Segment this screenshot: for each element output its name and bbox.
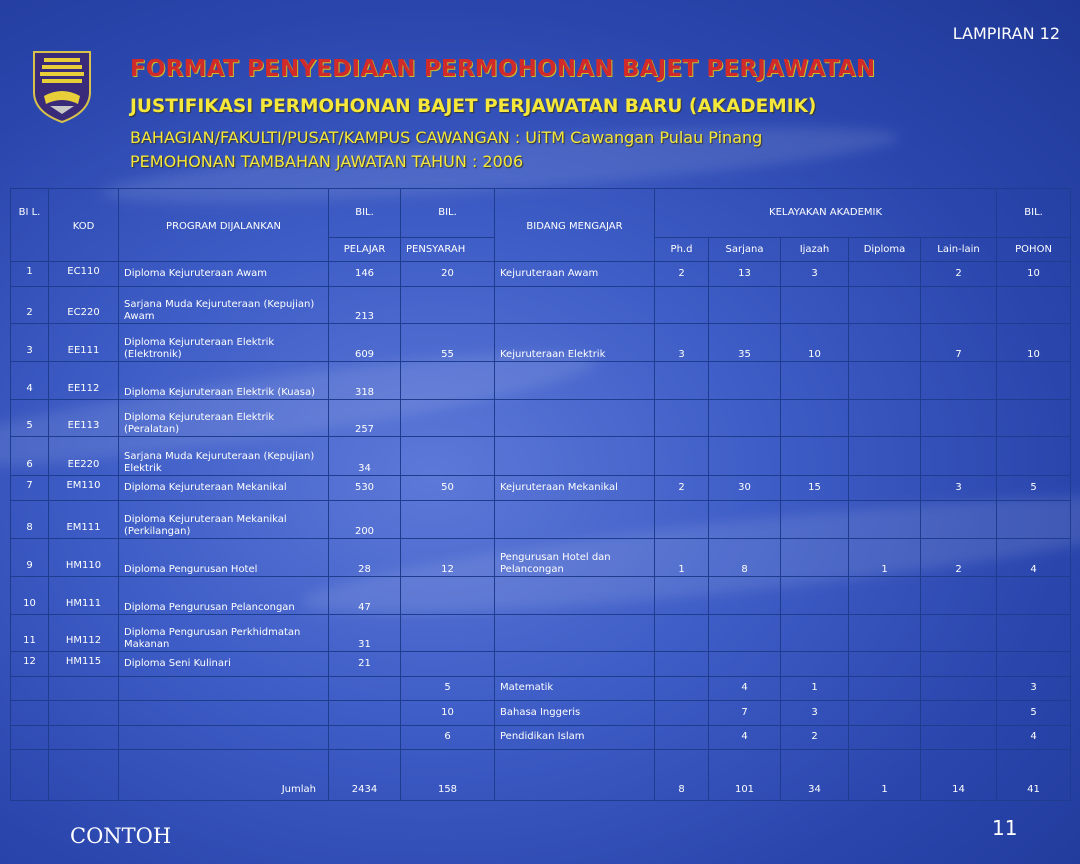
row-pelajar: 318 <box>329 362 401 400</box>
row-pensyarah <box>401 437 495 476</box>
row-diploma <box>849 362 921 400</box>
row-diploma <box>849 500 921 539</box>
row-sarjana: 7 <box>709 701 781 725</box>
header-pensyarah: PENSYARAH <box>401 237 495 261</box>
table-row <box>11 614 1071 652</box>
row-ijazah: 3 <box>781 701 849 725</box>
row-pelajar: 31 <box>329 614 401 652</box>
row-bidang: Pengurusan Hotel dan Pelancongan <box>495 539 655 577</box>
row-phd: 2 <box>655 262 709 286</box>
row-sarjana: 4 <box>709 676 781 700</box>
row-program <box>119 676 329 700</box>
row-program: Sarjana Muda Kejuruteraan (Kepujian) Elektrik <box>119 437 329 476</box>
row-diploma <box>849 576 921 614</box>
row-phd: 1 <box>655 539 709 577</box>
row-diploma <box>849 399 921 437</box>
row-bidang <box>495 576 655 614</box>
total-empty <box>49 750 119 801</box>
row-phd: 2 <box>655 476 709 500</box>
row-bidang: Matematik <box>495 676 655 700</box>
row-pelajar <box>329 725 401 749</box>
row-pensyarah: 6 <box>401 725 495 749</box>
row-pelajar: 34 <box>329 437 401 476</box>
row-phd <box>655 676 709 700</box>
row-pohon <box>997 362 1071 400</box>
row-program: Diploma Pengurusan Pelancongan <box>119 576 329 614</box>
row-sarjana: 35 <box>709 324 781 362</box>
row-diploma <box>849 652 921 676</box>
row-ijazah <box>781 286 849 324</box>
lampiran-label: LAMPIRAN 12 <box>952 24 1060 43</box>
total-empty <box>11 750 49 801</box>
row-number: 1 <box>11 262 49 286</box>
row-bidang: Kejuruteraan Awam <box>495 262 655 286</box>
row-diploma <box>849 262 921 286</box>
row-pensyarah <box>401 614 495 652</box>
total-row <box>11 750 1071 801</box>
row-ijazah <box>781 399 849 437</box>
header-bil-pelajar: BIL. <box>329 189 401 238</box>
row-pohon: 4 <box>997 725 1071 749</box>
row-program <box>119 701 329 725</box>
faculty-line: BAHAGIAN/FAKULTI/PUSAT/KAMPUS CAWANGAN : UiTM Cawangan Pulau Pinang <box>130 128 763 147</box>
row-kod: EE112 <box>49 362 119 400</box>
row-pohon: 10 <box>997 262 1071 286</box>
header-bidang: BIDANG MENGAJAR <box>495 189 655 262</box>
row-lain <box>921 399 997 437</box>
header-program: PROGRAM DIJALANKAN <box>119 189 329 262</box>
row-bidang: Pendidikan Islam <box>495 725 655 749</box>
row-ijazah: 15 <box>781 476 849 500</box>
row-kod: EC220 <box>49 286 119 324</box>
row-number: 3 <box>11 324 49 362</box>
row-number: 5 <box>11 399 49 437</box>
row-bidang <box>495 437 655 476</box>
row-number: 8 <box>11 500 49 539</box>
row-kod: HM112 <box>49 614 119 652</box>
header-bil-pohon: BIL. <box>997 189 1071 238</box>
total-empty <box>495 750 655 801</box>
table-row <box>11 399 1071 437</box>
row-pelajar: 47 <box>329 576 401 614</box>
row-pohon <box>997 614 1071 652</box>
row-ijazah <box>781 437 849 476</box>
table-row <box>11 539 1071 577</box>
row-sarjana: 30 <box>709 476 781 500</box>
row-program: Diploma Kejuruteraan Awam <box>119 262 329 286</box>
row-bidang: Bahasa Inggeris <box>495 701 655 725</box>
row-program: Diploma Kejuruteraan Mekanikal (Perkilangan) <box>119 500 329 539</box>
row-kod: EE113 <box>49 399 119 437</box>
row-sarjana <box>709 500 781 539</box>
row-phd <box>655 399 709 437</box>
contoh-label: CONTOH <box>70 824 172 848</box>
row-pohon: 5 <box>997 476 1071 500</box>
row-sarjana: 8 <box>709 539 781 577</box>
row-kod: EM111 <box>49 500 119 539</box>
row-pensyarah: 5 <box>401 676 495 700</box>
row-number: 7 <box>11 476 49 500</box>
row-lain <box>921 500 997 539</box>
row-number: 12 <box>11 652 49 676</box>
row-lain <box>921 701 997 725</box>
row-pelajar: 200 <box>329 500 401 539</box>
row-pelajar: 146 <box>329 262 401 286</box>
row-pensyarah <box>401 286 495 324</box>
row-lain <box>921 437 997 476</box>
row-program: Diploma Kejuruteraan Elektrik (Elektronik) <box>119 324 329 362</box>
header-sarjana: Sarjana <box>709 237 781 261</box>
row-phd <box>655 701 709 725</box>
row-bidang <box>495 399 655 437</box>
row-pohon <box>997 500 1071 539</box>
row-number: 2 <box>11 286 49 324</box>
row-diploma: 1 <box>849 539 921 577</box>
row-pohon <box>997 437 1071 476</box>
year-line: PEMOHONAN TAMBAHAN JAWATAN TAHUN : 2006 <box>130 152 524 171</box>
header-bil-pensyarah: BIL. <box>401 189 495 238</box>
row-ijazah <box>781 362 849 400</box>
budget-table <box>10 188 1070 801</box>
row-lain: 2 <box>921 262 997 286</box>
row-kod <box>49 701 119 725</box>
row-number: 10 <box>11 576 49 614</box>
header-ijazah: Ijazah <box>781 237 849 261</box>
row-lain: 3 <box>921 476 997 500</box>
table-row <box>11 652 1071 676</box>
row-program <box>119 725 329 749</box>
total-diploma: 1 <box>849 750 921 801</box>
header-kod: KOD <box>49 189 119 262</box>
header-kelayakan: KELAYAKAN AKADEMIK <box>655 189 997 238</box>
table-row <box>11 701 1071 725</box>
row-pohon: 3 <box>997 676 1071 700</box>
row-program: Diploma Pengurusan Hotel <box>119 539 329 577</box>
row-phd <box>655 614 709 652</box>
row-lain <box>921 362 997 400</box>
uitm-crest-icon <box>30 48 94 124</box>
row-phd <box>655 286 709 324</box>
row-lain <box>921 576 997 614</box>
table-row <box>11 437 1071 476</box>
row-phd <box>655 362 709 400</box>
row-phd <box>655 725 709 749</box>
row-bidang <box>495 362 655 400</box>
row-program: Sarjana Muda Kejuruteraan (Kepujian) Awam <box>119 286 329 324</box>
header-bil: BI L. <box>11 189 49 262</box>
row-pohon <box>997 576 1071 614</box>
row-kod: HM110 <box>49 539 119 577</box>
row-diploma <box>849 437 921 476</box>
row-pohon: 5 <box>997 701 1071 725</box>
row-number: 6 <box>11 437 49 476</box>
table-row <box>11 262 1071 286</box>
row-sarjana <box>709 362 781 400</box>
table-row <box>11 324 1071 362</box>
row-pensyarah <box>401 500 495 539</box>
row-pelajar <box>329 701 401 725</box>
page-subtitle: JUSTIFIKASI PERMOHONAN BAJET PERJAWATAN BARU (AKADEMIK) <box>130 96 817 117</box>
row-pelajar: 257 <box>329 399 401 437</box>
table-row <box>11 725 1071 749</box>
row-pensyarah <box>401 399 495 437</box>
row-phd <box>655 437 709 476</box>
total-sarjana: 101 <box>709 750 781 801</box>
row-lain <box>921 286 997 324</box>
row-bidang: Kejuruteraan Elektrik <box>495 324 655 362</box>
row-pelajar: 21 <box>329 652 401 676</box>
row-phd: 3 <box>655 324 709 362</box>
total-pensyarah: 158 <box>401 750 495 801</box>
row-sarjana <box>709 399 781 437</box>
row-number <box>11 676 49 700</box>
header-pohon: POHON <box>997 237 1071 261</box>
row-sarjana: 4 <box>709 725 781 749</box>
row-ijazah <box>781 614 849 652</box>
row-bidang <box>495 652 655 676</box>
row-diploma <box>849 324 921 362</box>
row-phd <box>655 500 709 539</box>
row-pensyarah <box>401 362 495 400</box>
row-kod: EC110 <box>49 262 119 286</box>
row-diploma <box>849 725 921 749</box>
row-kod <box>49 676 119 700</box>
row-lain <box>921 676 997 700</box>
total-ijazah: 34 <box>781 750 849 801</box>
header-phd: Ph.d <box>655 237 709 261</box>
row-pelajar <box>329 676 401 700</box>
row-pensyarah: 12 <box>401 539 495 577</box>
total-phd: 8 <box>655 750 709 801</box>
row-diploma <box>849 476 921 500</box>
row-diploma <box>849 676 921 700</box>
row-kod: EM110 <box>49 476 119 500</box>
row-lain <box>921 725 997 749</box>
row-ijazah <box>781 539 849 577</box>
table-row <box>11 286 1071 324</box>
row-number: 4 <box>11 362 49 400</box>
header-pelajar: PELAJAR <box>329 237 401 261</box>
row-lain: 2 <box>921 539 997 577</box>
row-sarjana <box>709 576 781 614</box>
row-pensyarah: 55 <box>401 324 495 362</box>
row-ijazah <box>781 576 849 614</box>
row-bidang: Kejuruteraan Mekanikal <box>495 476 655 500</box>
row-lain <box>921 614 997 652</box>
row-sarjana <box>709 614 781 652</box>
row-program: Diploma Kejuruteraan Elektrik (Kuasa) <box>119 362 329 400</box>
row-bidang <box>495 614 655 652</box>
table-row <box>11 476 1071 500</box>
row-phd <box>655 652 709 676</box>
table-row <box>11 576 1071 614</box>
row-pelajar: 530 <box>329 476 401 500</box>
row-ijazah: 10 <box>781 324 849 362</box>
row-bidang <box>495 286 655 324</box>
table-row <box>11 676 1071 700</box>
total-lain: 14 <box>921 750 997 801</box>
row-bidang <box>495 500 655 539</box>
header-diploma: Diploma <box>849 237 921 261</box>
row-program: Diploma Kejuruteraan Mekanikal <box>119 476 329 500</box>
row-pelajar: 213 <box>329 286 401 324</box>
row-ijazah: 3 <box>781 262 849 286</box>
row-number <box>11 725 49 749</box>
total-pelajar: 2434 <box>329 750 401 801</box>
total-pohon: 41 <box>997 750 1071 801</box>
row-diploma <box>849 286 921 324</box>
row-number: 9 <box>11 539 49 577</box>
row-diploma <box>849 614 921 652</box>
total-label: Jumlah <box>119 750 329 801</box>
row-phd <box>655 576 709 614</box>
row-number: 11 <box>11 614 49 652</box>
row-pensyarah: 20 <box>401 262 495 286</box>
row-pensyarah: 50 <box>401 476 495 500</box>
row-sarjana <box>709 652 781 676</box>
row-kod <box>49 725 119 749</box>
header-lain: Lain-lain <box>921 237 997 261</box>
row-diploma <box>849 701 921 725</box>
row-program: Diploma Pengurusan Perkhidmatan Makanan <box>119 614 329 652</box>
row-sarjana <box>709 437 781 476</box>
row-pohon <box>997 286 1071 324</box>
row-pohon <box>997 399 1071 437</box>
row-kod: HM115 <box>49 652 119 676</box>
row-program: Diploma Seni Kulinari <box>119 652 329 676</box>
row-pensyarah <box>401 652 495 676</box>
row-ijazah: 2 <box>781 725 849 749</box>
row-number <box>11 701 49 725</box>
table-row <box>11 500 1071 539</box>
row-pelajar: 28 <box>329 539 401 577</box>
row-ijazah <box>781 500 849 539</box>
row-ijazah <box>781 652 849 676</box>
row-sarjana: 13 <box>709 262 781 286</box>
row-kod: EE111 <box>49 324 119 362</box>
page-number: 11 <box>992 816 1018 840</box>
row-kod: HM111 <box>49 576 119 614</box>
row-pohon: 4 <box>997 539 1071 577</box>
row-pohon: 10 <box>997 324 1071 362</box>
row-pohon <box>997 652 1071 676</box>
row-program: Diploma Kejuruteraan Elektrik (Peralatan) <box>119 399 329 437</box>
row-sarjana <box>709 286 781 324</box>
page-title: FORMAT PENYEDIAAN PERMOHONAN BAJET PERJAWATAN <box>130 56 876 82</box>
row-pensyarah <box>401 576 495 614</box>
row-kod: EE220 <box>49 437 119 476</box>
table-row <box>11 362 1071 400</box>
row-lain: 7 <box>921 324 997 362</box>
row-pelajar: 609 <box>329 324 401 362</box>
row-lain <box>921 652 997 676</box>
row-pensyarah: 10 <box>401 701 495 725</box>
row-ijazah: 1 <box>781 676 849 700</box>
